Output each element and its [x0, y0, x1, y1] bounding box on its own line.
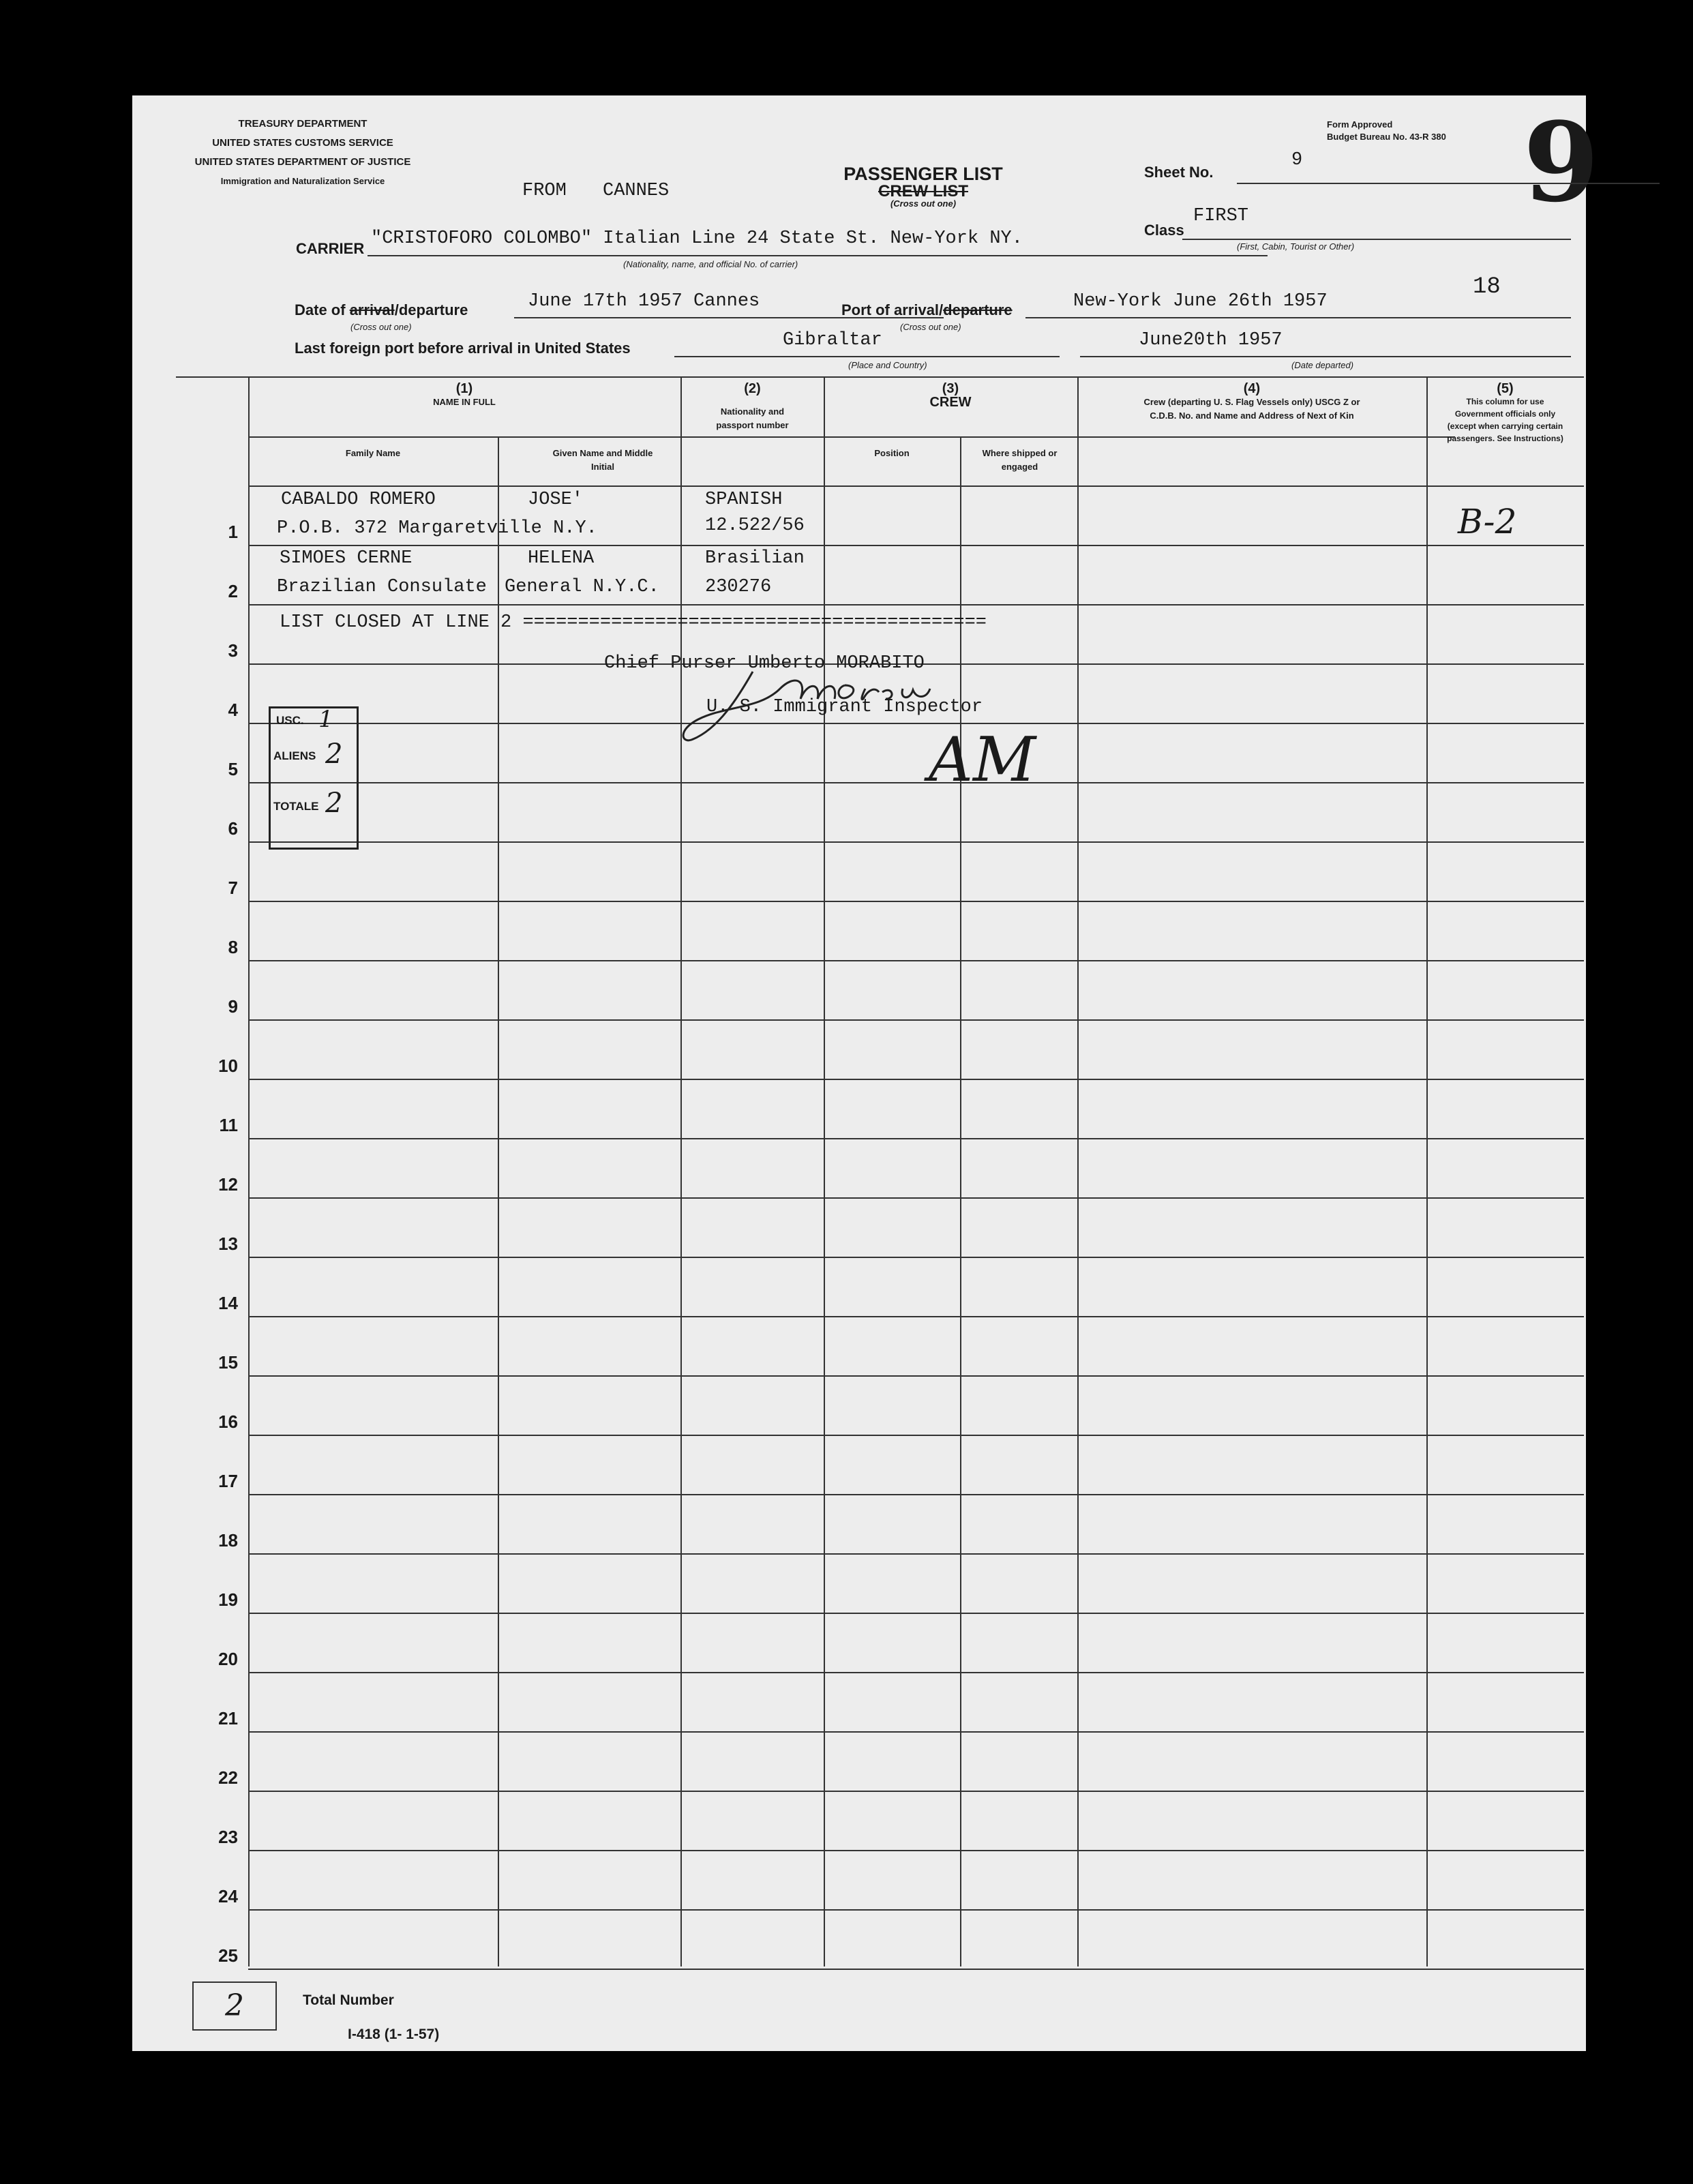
row-number: 7 — [228, 878, 238, 898]
col4-header — [1077, 382, 1426, 423]
row-rule — [248, 901, 1584, 902]
row-rule — [248, 1494, 1584, 1495]
col1b-header: Given Name and Middle Initial — [552, 448, 653, 472]
col5-title: This column for use Government officials only (except when carrying certain passengers. See Instructions) — [1447, 397, 1563, 443]
row-number: 18 — [218, 1530, 238, 1551]
row-rule — [248, 841, 1584, 843]
list-title — [787, 164, 1060, 209]
row-number: 9 — [228, 996, 238, 1017]
class-label: Class — [1144, 222, 1184, 239]
agency-line-2: UNITED STATES CUSTOMS SERVICE — [212, 137, 393, 149]
agency-line-4: Immigration and Naturalization Service — [220, 176, 385, 186]
last-port-place: Gibraltar — [783, 330, 882, 350]
last-port-place-hint: (Place and Country) — [848, 360, 927, 370]
row-number: 20 — [218, 1649, 238, 1669]
col5-header — [1426, 382, 1584, 445]
row-rule — [248, 1197, 1584, 1199]
row-number: 24 — [218, 1886, 238, 1906]
last-port-date-hint: (Date departed) — [1291, 360, 1354, 370]
carrier-hint: (Nationality, name, and official No. of carrier) — [623, 259, 798, 269]
entry1-passport: 12.522/56 — [705, 515, 805, 536]
date-of-label — [295, 301, 468, 319]
class-hint: (First, Cabin, Tourist or Other) — [1237, 241, 1355, 252]
from-label: FROM — [522, 181, 567, 201]
entry1-nationality: SPANISH — [705, 490, 783, 510]
row-number: 23 — [218, 1827, 238, 1847]
subheader-rule — [248, 436, 1455, 438]
entry2-given-line2: General N.Y.C. — [505, 577, 659, 597]
port-of-label — [841, 301, 1013, 319]
margin-number: 18 — [1473, 274, 1501, 300]
row-number: 16 — [218, 1411, 238, 1432]
col-divider-5 — [1426, 376, 1428, 1966]
row-number: 11 — [219, 1115, 238, 1135]
carrier-underline — [368, 255, 1268, 256]
class-value: FIRST — [1193, 206, 1249, 226]
row-rule — [248, 1731, 1584, 1733]
tally-usc-value: 1 — [318, 706, 333, 733]
row-rule — [248, 782, 1584, 783]
row-rule — [248, 545, 1584, 546]
inspector-signature — [678, 661, 950, 750]
row-number: 2 — [228, 581, 238, 601]
entry1-family-name: CABALDO ROMERO — [281, 490, 436, 510]
col2-number: (2) — [744, 381, 761, 396]
date-of-label-struck: arrival — [349, 301, 395, 318]
arrival-port-underline — [1025, 317, 1571, 318]
row-number: 10 — [218, 1056, 238, 1076]
agency-line-1: TREASURY DEPARTMENT — [238, 118, 368, 130]
entry2-given-name: HELENA — [528, 548, 595, 569]
tally-totale-value: 2 — [325, 788, 343, 819]
row-number: 12 — [218, 1174, 238, 1195]
row-rule — [248, 1435, 1584, 1436]
row-rule — [248, 1079, 1584, 1080]
sheet-label: Sheet No. — [1144, 164, 1214, 181]
agency-header — [194, 115, 412, 191]
col4-number: (4) — [1243, 381, 1261, 396]
port-of-hint: (Cross out one) — [900, 322, 961, 332]
date-of-label-post: /departure — [394, 301, 468, 318]
row-number: 25 — [218, 1945, 238, 1966]
row-number: 22 — [218, 1767, 238, 1788]
col3-title: CREW — [929, 395, 972, 410]
inspector-title: U. S. Immigrant Inspector — [706, 697, 983, 717]
last-port-date: June20th 1957 — [1139, 330, 1283, 350]
form-id: I-418 (1- 1-57) — [348, 2026, 440, 2042]
col-divider-3b — [960, 436, 961, 1966]
tally-box — [269, 706, 359, 850]
crew-list-title: CREW LIST — [878, 182, 968, 200]
row-number: 15 — [218, 1352, 238, 1373]
port-of-label-pre: Port of arrival/ — [841, 301, 944, 318]
row-rule — [248, 1791, 1584, 1792]
entry1-gov-note: B-2 — [1458, 502, 1517, 541]
col3b-header: Where shipped or engaged — [982, 448, 1058, 472]
row-number: 4 — [228, 700, 238, 720]
row-rule — [248, 1138, 1584, 1139]
row-number: 13 — [218, 1233, 238, 1254]
tally-aliens-label: ALIENS — [273, 749, 316, 762]
row-rule — [248, 960, 1584, 961]
total-number-label: Total Number — [303, 1992, 394, 2008]
last-port-date-underline — [1080, 356, 1571, 357]
carrier-value: "CRISTOFORO COLOMBO" Italian Line 24 State St. New-York NY. — [371, 228, 1023, 249]
col1a-header: Family Name — [345, 448, 401, 458]
passenger-list-form — [132, 95, 1600, 2051]
col3-number: (3) — [942, 381, 959, 396]
agency-line-3: UNITED STATES DEPARTMENT OF JUSTICE — [194, 156, 411, 168]
class-underline — [1182, 239, 1571, 240]
row-number: 3 — [228, 640, 238, 661]
col-divider-4 — [1077, 376, 1079, 1966]
col1-number: (1) — [455, 381, 473, 396]
from-value: CANNES — [603, 181, 670, 201]
form-approval-line-2: Budget Bureau No. 43-R 380 — [1327, 132, 1446, 142]
row-number: 14 — [218, 1293, 238, 1313]
sheet-value: 9 — [1291, 150, 1303, 170]
col5-number: (5) — [1497, 381, 1514, 396]
row-number: 6 — [228, 818, 238, 839]
last-port-label: Last foreign port before arrival in United States — [295, 340, 631, 357]
entry2-family-name: SIMOES CERNE — [280, 548, 413, 569]
col3a-header: Position — [874, 448, 910, 458]
row-rule — [248, 1909, 1584, 1911]
col-divider-1b — [498, 436, 499, 1966]
row-number: 5 — [228, 759, 238, 779]
carrier-label: CARRIER — [296, 240, 365, 257]
tally-totale-label: TOTALE — [273, 800, 319, 813]
col2-header — [693, 382, 812, 432]
form-approval-line-1: Form Approved — [1327, 119, 1393, 130]
row-number: 19 — [218, 1589, 238, 1610]
stamp-number: 9 — [1523, 98, 1600, 226]
tally-aliens-value: 2 — [325, 738, 343, 770]
port-of-label-struck: departure — [943, 301, 1013, 318]
row-rule — [248, 1553, 1584, 1555]
row-rule — [248, 1257, 1584, 1258]
col2-title: Nationality and passport number — [716, 406, 789, 430]
entry2-nationality: Brasilian — [705, 548, 805, 569]
row-rule — [248, 1019, 1584, 1021]
row-number: 21 — [218, 1708, 238, 1729]
list-title-hint: (Cross out one) — [890, 198, 957, 209]
header-bottom-rule — [248, 485, 1584, 487]
list-closed-line: LIST CLOSED AT LINE 2 ========================================== — [280, 612, 987, 633]
entry2-passport: 230276 — [705, 577, 772, 597]
passenger-list-title: PASSENGER LIST — [843, 164, 1003, 184]
col-divider-1 — [248, 376, 250, 1966]
entry1-address: P.O.B. 372 Margaretville N.Y. — [277, 518, 597, 539]
col1-header — [248, 382, 680, 409]
date-of-label-pre: Date of — [295, 301, 350, 318]
tally-usc-label: USC. — [276, 714, 304, 727]
entry2-address: Brazilian Consulate — [277, 577, 487, 597]
row-number: 1 — [228, 522, 238, 542]
purser-name: Chief Purser Umberto MORABITO — [604, 653, 925, 674]
col1-title: NAME IN FULL — [433, 397, 496, 407]
row-number: 17 — [218, 1471, 238, 1491]
row-rule — [248, 1375, 1584, 1377]
row-rule — [248, 1672, 1584, 1673]
row-rule — [248, 1316, 1584, 1317]
departure-date-value: June 17th 1957 Cannes — [528, 291, 760, 312]
date-of-hint: (Cross out one) — [350, 322, 412, 332]
arrival-port-value: New-York June 26th 1957 — [1073, 291, 1328, 312]
table-top-rule — [176, 376, 1584, 378]
form-approval — [1327, 119, 1446, 143]
row-rule — [248, 604, 1584, 605]
sheet-underline — [1237, 183, 1660, 184]
col3-header — [824, 382, 1077, 409]
total-number-box: 2 — [192, 1981, 277, 2031]
row-rule — [248, 1969, 1584, 1970]
row-rule — [248, 1613, 1584, 1614]
col4-title: Crew (departing U. S. Flag Vessels only) USCG Z or C.D.B. No. and Name and Address of Next of Kin — [1143, 397, 1360, 421]
signature-initials: AM — [929, 724, 1036, 796]
row-rule — [248, 1850, 1584, 1851]
row-number: 8 — [228, 937, 238, 957]
entry1-given-name: JOSE' — [528, 490, 584, 510]
last-port-underline — [674, 356, 1060, 357]
